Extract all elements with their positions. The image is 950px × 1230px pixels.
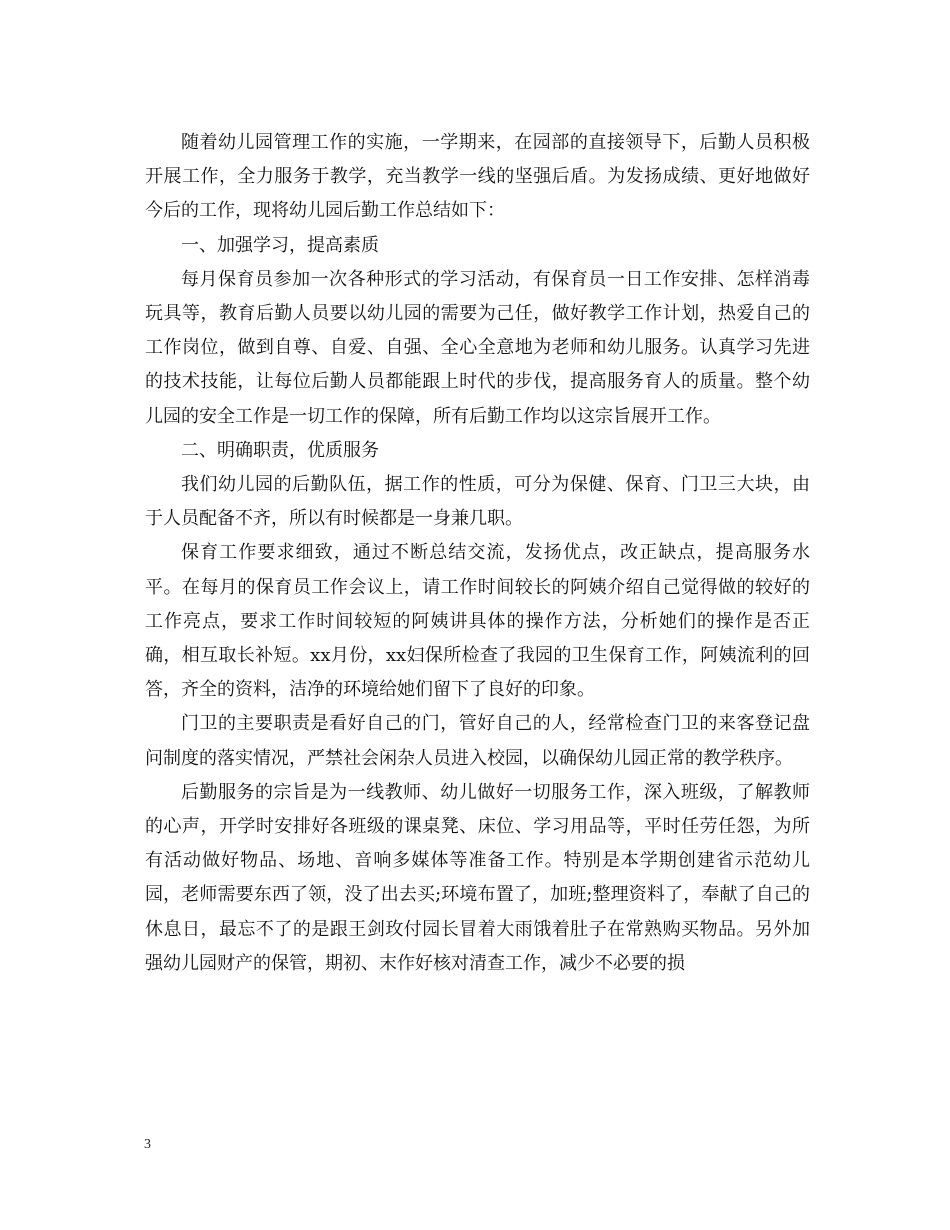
- team-paragraph: 我们幼儿园的后勤队伍，据工作的性质，可分为保健、保育、门卫三大块，由于人员配备不齐，所以有时候都是一身兼几职。: [145, 474, 810, 530]
- page-number: 3: [144, 1137, 151, 1152]
- section-heading-2: 二、明确职责，优质服务: [181, 439, 379, 461]
- childcare-paragraph: 保育工作要求细致，通过不断总结交流，发扬优点，改正缺点，提高服务水平。在每月的保育员工作会议上，请工作时间较长的阿姨介绍自己觉得做的较好的工作亮点，要求工作时间较短的阿姨讲具体的操作方法，分析她们的操作是否正确，相互取长补短。xx月份，xx妇保所检查了我园的卫生保育工作，阿姨流利的回答，齐全的资料，洁净的环境给她们留下了良好的印象。: [145, 542, 810, 701]
- section-heading-1: 一、加强学习，提高素质: [181, 234, 379, 256]
- guard-paragraph: 门卫的主要职责是看好自己的门，管好自己的人，经常检查门卫的来客登记盘问制度的落实情况，严禁社会闲杂人员进入校园，以确保幼儿园正常的教学秩序。: [145, 713, 810, 769]
- service-paragraph: 后勤服务的宗旨是为一线教师、幼儿做好一切服务工作，深入班级，了解教师的心声，开学时安排好各班级的课桌凳、床位、学习用品等，平时任劳任怨，为所有活动做好物品、场地、音响多媒体等准备工作。特别是本学期创建省示范幼儿园，老师需要东西了领，没了出去买;环境布置了，加班;整理资料了，奉献了自己的休息日，最忘不了的是跟王剑玫付园长冒着大雨饿着肚子在常熟购买物品。另外加强幼儿园财产的保管，期初、末作好核对清查工作，减少不必要的损: [145, 781, 810, 974]
- intro-paragraph: 随着幼儿园管理工作的实施，一学期来，在园部的直接领导下，后勤人员积极开展工作，全力服务于教学，充当教学一线的坚强后盾。为发扬成绩、更好地做好今后的工作，现将幼儿园后勤工作总结如下：: [145, 132, 810, 222]
- document-body: [145, 126, 810, 981]
- study-paragraph: 每月保育员参加一次各种形式的学习活动，有保育员一日工作安排、怎样消毒玩具等，教育后勤人员要以幼儿园的需要为己任，做好教学工作计划，热爱自己的工作岗位，做到自尊、自爱、自强、全心全意地为老师和幼儿服务。认真学习先进的技术技能，让每位后勤人员都能跟上时代的步伐，提高服务育人的质量。整个幼儿园的安全工作是一切工作的保障，所有后勤工作均以这宗旨展开工作。: [145, 268, 810, 427]
